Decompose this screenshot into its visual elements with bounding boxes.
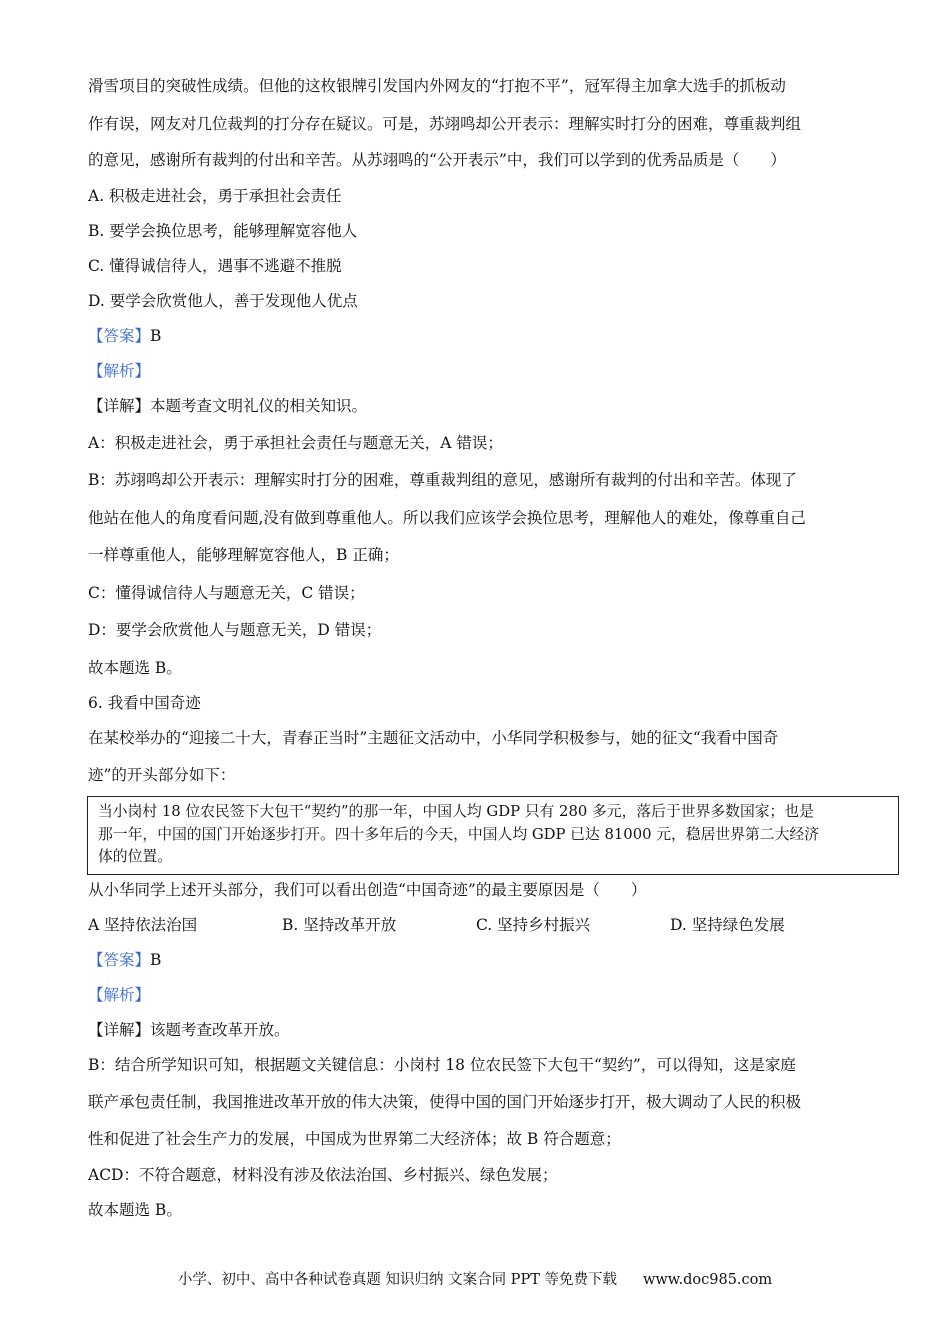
q6-stem-1: 在某校举办的“迎接二十大，青春正当时”主题征文活动中，小华同学积极参与，她的征文“我看中国奇 xyxy=(88,729,779,747)
q6-explanation-b-2: 联产承包责任制，我国推进改革开放的伟大决策，使得中国的国门开始逐步打开，极大调动了人民的积极 xyxy=(88,1093,802,1111)
answer-value: B xyxy=(150,951,162,969)
answer-value: B xyxy=(150,327,162,345)
q6-option-b: B. 坚持改革开放 xyxy=(282,916,397,934)
q5-answer xyxy=(88,326,161,346)
q5-explanation-d: D：要学会欣赏他人与题意无关，D 错误； xyxy=(88,621,382,639)
answer-tag: 【答案】 xyxy=(88,327,151,345)
answer-tag: 【答案】 xyxy=(88,951,151,969)
q6-option-a: A 坚持依法治国 xyxy=(88,916,198,934)
q5-option-a: A. 积极走进社会，勇于承担社会责任 xyxy=(88,187,342,205)
q5-option-d: D. 要学会欣赏他人，善于发现他人优点 xyxy=(88,292,358,310)
q5-explanation-c: C：懂得诚信待人与题意无关，C 错误； xyxy=(88,584,365,602)
intro-line-3: 的意见，感谢所有裁判的付出和辛苦。从苏翊鸣的“公开表示”中，我们可以学到的优秀品质是（ ） xyxy=(88,151,786,169)
q6-option-c: C. 坚持乡村振兴 xyxy=(476,916,591,934)
q6-option-d: D. 坚持绿色发展 xyxy=(670,916,785,934)
q6-detail: 【详解】该题考查改革开放。 xyxy=(88,1021,290,1039)
q6-title: 6. 我看中国奇迹 xyxy=(88,694,201,712)
q6-explanation-acd: ACD：不符合题意，材料没有涉及依法治国、乡村振兴、绿色发展； xyxy=(88,1166,558,1184)
intro-line-1: 滑雪项目的突破性成绩。但他的这枚银牌引发国内外网友的“打抱不平”，冠军得主加拿大选手的抓板动 xyxy=(88,77,786,95)
material-line-2: 那一年，中国的国门开始逐步打开。四十多年后的今天，中国人均 GDP 已达 81000 元，稳居世界第二大经济 xyxy=(98,825,819,843)
q5-explanation-b-2: 他站在他人的角度看问题,没有做到尊重他人。所以我们应该学会换位思考，理解他人的难处，像尊重自己 xyxy=(88,509,806,527)
intro-line-2: 作有误，网友对几位裁判的打分存在疑议。可是，苏翊鸣却公开表示：理解实时打分的困难，尊重裁判组 xyxy=(88,115,802,133)
q5-explanation-b-1: B：苏翊鸣却公开表示：理解实时打分的困难，尊重裁判组的意见，感谢所有裁判的付出和辛苦。体现了 xyxy=(88,471,797,489)
material-line-1: 当小岗村 18 位农民签下大包干“契约”的那一年，中国人均 GDP 只有 280 多元，落后于世界多数国家；也是 xyxy=(98,803,814,820)
q5-explanation-b-3: 一样尊重他人，能够理解宽容他人，B 正确； xyxy=(88,546,399,564)
q5-analysis-tag: 【解析】 xyxy=(88,362,151,380)
q5-conclusion: 故本题选 B。 xyxy=(88,659,182,677)
q6-explanation-b-3: 性和促进了社会生产力的发展，中国成为世界第二大经济体；故 B 符合题意； xyxy=(88,1130,621,1148)
footer-url[interactable]: www.doc985.com xyxy=(642,1272,773,1288)
q5-option-b: B. 要学会换位思考，能够理解宽容他人 xyxy=(88,222,358,240)
q6-question: 从小华同学上述开头部分，我们可以看出创造“中国奇迹”的最主要原因是（ ） xyxy=(88,881,647,899)
page-footer xyxy=(0,1270,950,1290)
footer-text: 小学、初中、高中各种试卷真题 知识归纳 文案合同 PPT 等免费下载 xyxy=(177,1272,617,1288)
q6-conclusion: 故本题选 B。 xyxy=(88,1201,182,1219)
material-line-3: 体的位置。 xyxy=(98,848,172,865)
q6-answer xyxy=(88,950,161,970)
q6-stem-2: 迹”的开头部分如下： xyxy=(88,766,236,784)
q5-option-c: C. 懂得诚信待人，遇事不逃避不推脱 xyxy=(88,257,342,275)
q5-explanation-a: A：积极走进社会，勇于承担社会责任与题意无关，A 错误； xyxy=(88,434,503,452)
q5-detail: 【详解】本题考查文明礼仪的相关知识。 xyxy=(88,397,368,415)
q6-analysis-tag: 【解析】 xyxy=(88,986,151,1004)
q6-explanation-b-1: B：结合所学知识可知，根据题文关键信息：小岗村 18 位农民签下大包干“契约”，可以得知，这是家庭 xyxy=(88,1056,796,1074)
q6-material-box xyxy=(87,796,899,875)
